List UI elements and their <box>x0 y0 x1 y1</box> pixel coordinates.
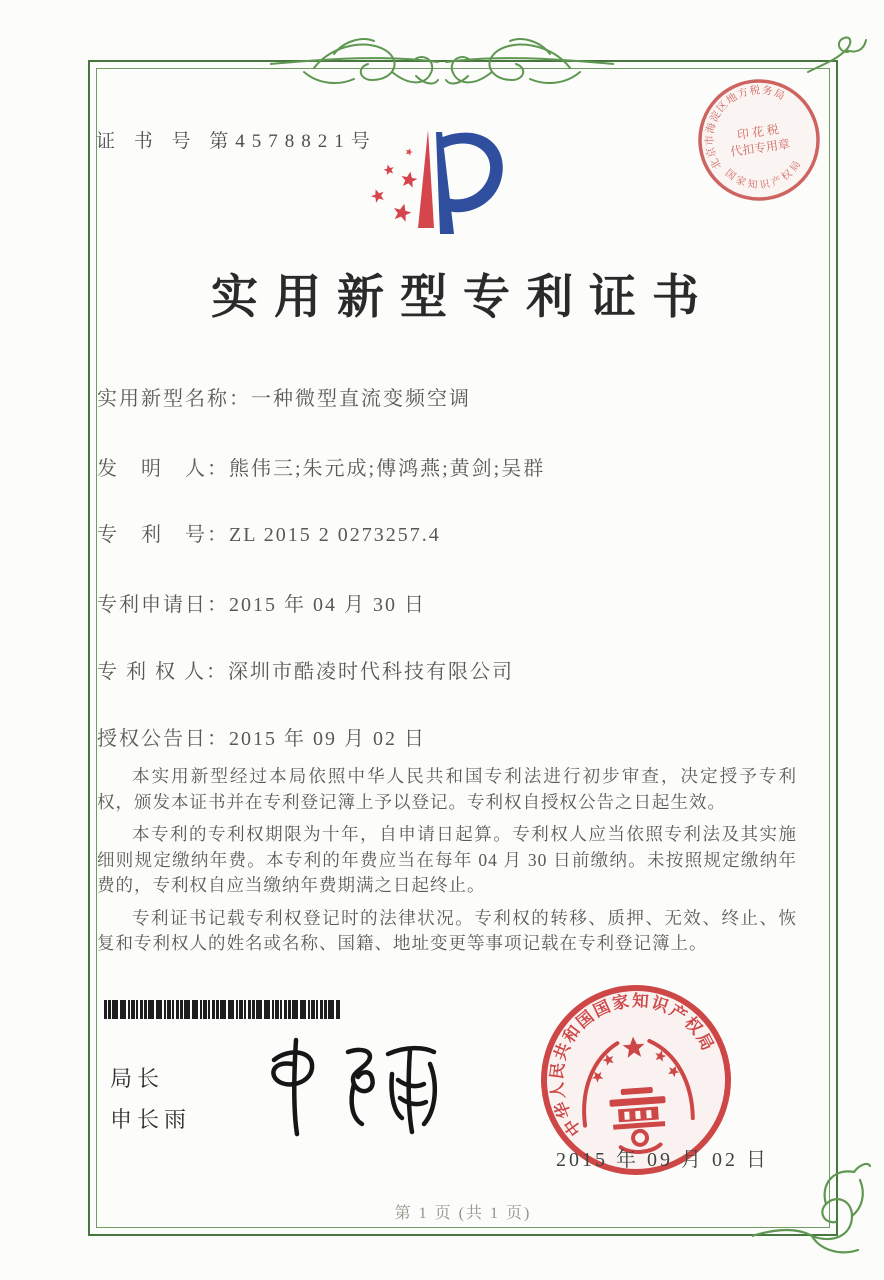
tax-seal-center-line2: 代扣专用章 <box>729 136 791 160</box>
field-label: 专利申请日： <box>97 594 229 616</box>
stamp-tax-seal <box>695 76 823 204</box>
cnipa-logo-icon <box>352 120 512 240</box>
field-value: 熊伟三;朱元成;傅鸿燕;黄剑;吴群 <box>229 458 546 480</box>
field-label: 实用新型名称： <box>97 388 251 410</box>
field-grant-date <box>97 722 797 751</box>
tax-seal-arc-top: 北京市海淀区地方税务局 <box>704 85 787 171</box>
field-patentee <box>97 655 797 684</box>
field-label: 发 明 人： <box>97 458 229 480</box>
page-footer: 第 1 页 (共 1 页) <box>394 1205 532 1222</box>
tax-seal-center-line1: 印 花 税 <box>736 122 780 142</box>
field-value: 深圳市酷凌时代科技有限公司 <box>228 661 514 683</box>
field-value: 2015 年 04 月 30 日 <box>229 594 426 616</box>
field-label: 专 利 权 人： <box>97 661 228 683</box>
legal-paragraph: 本实用新型经过本局依照中华人民共和国专利法进行初步审查，决定授予专利权，颁发本证书并在专利登记簿上予以登记。专利权自授权公告之日起生效。 <box>97 766 797 812</box>
certificate-title: 实用新型专利证书 <box>211 272 715 324</box>
certificate-number: 证 书 号 第4578821号 <box>96 131 377 152</box>
legal-text-block <box>97 764 797 964</box>
field-value: 一种微型直流变频空调 <box>251 388 471 410</box>
field-value: 2015 年 09 月 02 日 <box>229 728 426 750</box>
signature-handwriting <box>252 1030 442 1142</box>
field-patent-number <box>97 518 797 547</box>
field-value: ZL 2015 2 0273257.4 <box>229 524 441 546</box>
field-utility-model-name <box>97 382 797 411</box>
legal-paragraph: 本专利的专利权期限为十年，自申请日起算。专利权人应当依照专利法及其实施细则规定缴纳年费。本专利的年费应当在每年 04 月 30 日前缴纳。未按照规定缴纳年费的，专利权自应当缴纳年费期满之日起终止。 <box>97 824 797 895</box>
office-seal-arc-text: 中华人民共和国国家知识产权局 <box>547 991 719 1140</box>
legal-paragraph: 专利证书记载专利权登记时的法律状况。专利权的转移、质押、无效、终止、恢复和专利权人的姓名或名称、国籍、地址变更等事项记载在专利登记簿上。 <box>97 907 797 953</box>
signer-name: 申长雨 <box>110 1107 192 1132</box>
seal-issue-date: 2015 年 09 月 02 日 <box>556 1149 769 1171</box>
field-label: 授权公告日： <box>97 728 229 750</box>
field-filing-date <box>97 588 797 617</box>
field-label: 专 利 号： <box>97 524 229 546</box>
field-inventors <box>97 452 797 481</box>
tax-seal-arc-bottom: 国家知识产权局 <box>722 157 805 192</box>
signer-title: 局长 <box>110 1066 165 1091</box>
barcode <box>104 1000 340 1019</box>
